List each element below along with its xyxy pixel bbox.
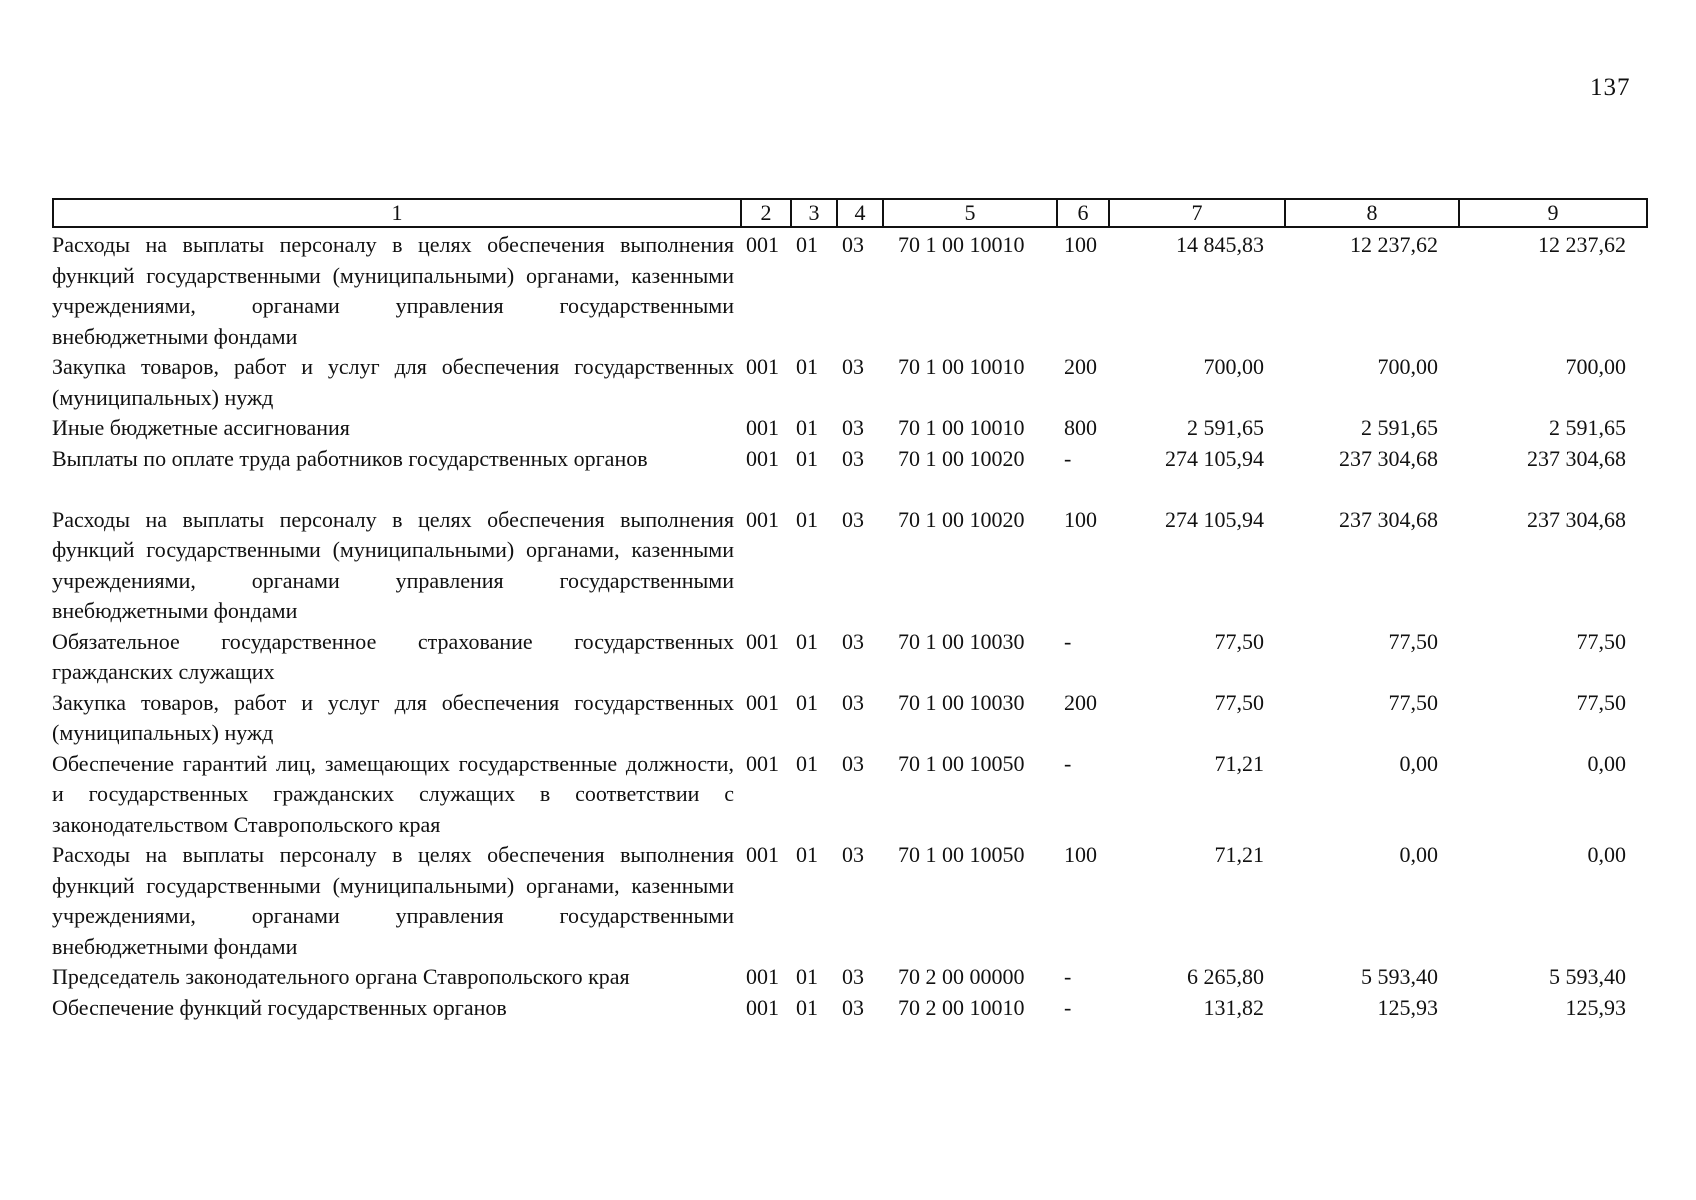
code-cell: 01 bbox=[796, 750, 818, 776]
code-cell: 001 bbox=[746, 506, 779, 532]
code-cell: 01 bbox=[796, 628, 818, 654]
amount-cell: 237 304,68 bbox=[1339, 445, 1438, 471]
code-cell: 001 bbox=[746, 689, 779, 715]
table-row bbox=[52, 505, 1646, 627]
row-name: Закупка товаров, работ и услуг для обеспечения государственных (муниципальных) нужд bbox=[52, 354, 734, 410]
code-cell: 03 bbox=[842, 354, 864, 379]
code-cell: 200 bbox=[1064, 689, 1097, 715]
column-header: 9 bbox=[1459, 199, 1647, 227]
column-header: 2 bbox=[741, 199, 791, 227]
code-cell: 03 bbox=[842, 506, 864, 532]
amount-cell: 274 105,94 bbox=[1165, 506, 1264, 532]
amount-cell: 2 591,65 bbox=[1361, 415, 1438, 440]
budget-table bbox=[52, 230, 1646, 1023]
column-header: 8 bbox=[1285, 199, 1459, 227]
code-cell: 001 bbox=[746, 628, 779, 654]
amount-cell: 12 237,62 bbox=[1538, 232, 1626, 257]
code-cell: 001 bbox=[746, 842, 779, 867]
code-cell: 100 bbox=[1064, 506, 1097, 532]
code-cell: 70 1 00 10030 bbox=[898, 628, 1025, 654]
table-row bbox=[52, 627, 1646, 688]
code-cell: 03 bbox=[842, 628, 864, 654]
code-cell: 001 bbox=[746, 415, 779, 440]
code-cell: 01 bbox=[796, 506, 818, 532]
table-row bbox=[52, 840, 1646, 962]
code-cell: 70 1 00 10050 bbox=[898, 750, 1025, 776]
code-cell: 01 bbox=[796, 354, 818, 379]
table-row bbox=[52, 688, 1646, 749]
table-row bbox=[52, 352, 1646, 413]
amount-cell: 5 593,40 bbox=[1361, 964, 1438, 989]
code-cell: 03 bbox=[842, 689, 864, 715]
amount-cell: 77,50 bbox=[1576, 689, 1626, 715]
code-cell: 200 bbox=[1064, 354, 1097, 379]
spacer-cell bbox=[52, 474, 1646, 505]
table-row bbox=[52, 962, 1646, 993]
amount-cell: 700,00 bbox=[1203, 354, 1264, 379]
amount-cell: 77,50 bbox=[1214, 628, 1264, 654]
amount-cell: 0,00 bbox=[1399, 750, 1438, 776]
amount-cell: 237 304,68 bbox=[1527, 445, 1626, 471]
row-name: Обязательное государственное страхование государственных гражданских служащих bbox=[52, 628, 734, 684]
amount-cell: 0,00 bbox=[1587, 842, 1626, 867]
code-cell: 01 bbox=[796, 964, 818, 989]
row-name: Председатель законодательного органа Ставропольского края bbox=[52, 964, 630, 989]
table-row bbox=[52, 444, 1646, 475]
code-cell: - bbox=[1064, 628, 1072, 654]
code-cell: 70 1 00 10010 bbox=[898, 354, 1025, 379]
amount-cell: 71,21 bbox=[1214, 842, 1264, 867]
column-header: 6 bbox=[1057, 199, 1109, 227]
code-cell: 800 bbox=[1064, 415, 1097, 440]
amount-cell: 274 105,94 bbox=[1165, 445, 1264, 471]
code-cell: - bbox=[1064, 994, 1072, 1020]
amount-cell: 700,00 bbox=[1377, 354, 1438, 379]
page-number: 137 bbox=[1590, 74, 1631, 101]
code-cell: 100 bbox=[1064, 232, 1097, 257]
amount-cell: 2 591,65 bbox=[1549, 415, 1626, 440]
code-cell: 01 bbox=[796, 842, 818, 867]
row-name: Расходы на выплаты персоналу в целях обеспечения выполнения функций государственными (муниципальными) органами, казенными учреждениями, органами управления государственными внебюджетными фондами bbox=[52, 232, 734, 349]
amount-cell: 131,82 bbox=[1203, 994, 1264, 1020]
code-cell: 03 bbox=[842, 964, 864, 989]
code-cell: 70 1 00 10030 bbox=[898, 689, 1025, 715]
code-cell: 70 2 00 10010 bbox=[898, 994, 1025, 1020]
code-cell: 001 bbox=[746, 232, 779, 257]
row-name: Расходы на выплаты персоналу в целях обеспечения выполнения функций государственными (муниципальными) органами, казенными учреждениями, органами управления государственными внебюджетными фондами bbox=[52, 842, 734, 959]
code-cell: 01 bbox=[796, 415, 818, 440]
code-cell: - bbox=[1064, 964, 1072, 989]
amount-cell: 2 591,65 bbox=[1187, 415, 1264, 440]
table-header bbox=[52, 198, 1648, 228]
amount-cell: 125,93 bbox=[1377, 994, 1438, 1020]
table-row bbox=[52, 993, 1646, 1024]
amount-cell: 6 265,80 bbox=[1187, 964, 1264, 989]
code-cell: - bbox=[1064, 445, 1072, 471]
code-cell: 70 1 00 10020 bbox=[898, 445, 1025, 471]
code-cell: 03 bbox=[842, 750, 864, 776]
row-name: Расходы на выплаты персоналу в целях обеспечения выполнения функций государственными (муниципальными) органами, казенными учреждениями, органами управления государственными внебюджетными фондами bbox=[52, 506, 734, 623]
table-row bbox=[52, 749, 1646, 841]
code-cell: 001 bbox=[746, 994, 779, 1020]
amount-cell: 0,00 bbox=[1587, 750, 1626, 776]
amount-cell: 700,00 bbox=[1565, 354, 1626, 379]
amount-cell: 0,00 bbox=[1399, 842, 1438, 867]
row-name: Закупка товаров, работ и услуг для обеспечения государственных (муниципальных) нужд bbox=[52, 689, 734, 745]
code-cell: 03 bbox=[842, 232, 864, 257]
amount-cell: 77,50 bbox=[1388, 689, 1438, 715]
code-cell: 001 bbox=[746, 964, 779, 989]
code-cell: 70 1 00 10050 bbox=[898, 842, 1025, 867]
table-row bbox=[52, 230, 1646, 352]
row-name: Иные бюджетные ассигнования bbox=[52, 415, 350, 440]
row-name: Обеспечение функций государственных органов bbox=[52, 994, 507, 1020]
code-cell: 01 bbox=[796, 994, 818, 1020]
column-header: 7 bbox=[1109, 199, 1285, 227]
code-cell: 70 1 00 10010 bbox=[898, 232, 1025, 257]
code-cell: 03 bbox=[842, 994, 864, 1020]
row-spacer bbox=[52, 474, 1646, 505]
code-cell: 70 1 00 10010 bbox=[898, 415, 1025, 440]
code-cell: 70 2 00 00000 bbox=[898, 964, 1025, 989]
code-cell: 001 bbox=[746, 750, 779, 776]
amount-cell: 12 237,62 bbox=[1350, 232, 1438, 257]
code-cell: 001 bbox=[746, 354, 779, 379]
amount-cell: 125,93 bbox=[1565, 994, 1626, 1020]
code-cell: 03 bbox=[842, 842, 864, 867]
amount-cell: 77,50 bbox=[1388, 628, 1438, 654]
amount-cell: 237 304,68 bbox=[1527, 506, 1626, 532]
code-cell: 03 bbox=[842, 415, 864, 440]
amount-cell: 237 304,68 bbox=[1339, 506, 1438, 532]
code-cell: - bbox=[1064, 750, 1072, 776]
code-cell: 100 bbox=[1064, 842, 1097, 867]
amount-cell: 14 845,83 bbox=[1176, 232, 1264, 257]
column-header: 5 bbox=[883, 199, 1057, 227]
column-header: 4 bbox=[837, 199, 883, 227]
amount-cell: 77,50 bbox=[1576, 628, 1626, 654]
amount-cell: 77,50 bbox=[1214, 689, 1264, 715]
code-cell: 01 bbox=[796, 445, 818, 471]
code-cell: 70 1 00 10020 bbox=[898, 506, 1025, 532]
code-cell: 01 bbox=[796, 689, 818, 715]
row-name: Обеспечение гарантий лиц, замещающих государственные должности, и государственных гражданских служащих в соответствии с законодательством Ставропольского края bbox=[52, 750, 734, 837]
row-name: Выплаты по оплате труда работников государственных органов bbox=[52, 445, 648, 471]
amount-cell: 5 593,40 bbox=[1549, 964, 1626, 989]
code-cell: 01 bbox=[796, 232, 818, 257]
column-header: 1 bbox=[53, 199, 741, 227]
code-cell: 001 bbox=[746, 445, 779, 471]
column-header: 3 bbox=[791, 199, 837, 227]
amount-cell: 71,21 bbox=[1214, 750, 1264, 776]
table-row bbox=[52, 413, 1646, 444]
code-cell: 03 bbox=[842, 445, 864, 471]
